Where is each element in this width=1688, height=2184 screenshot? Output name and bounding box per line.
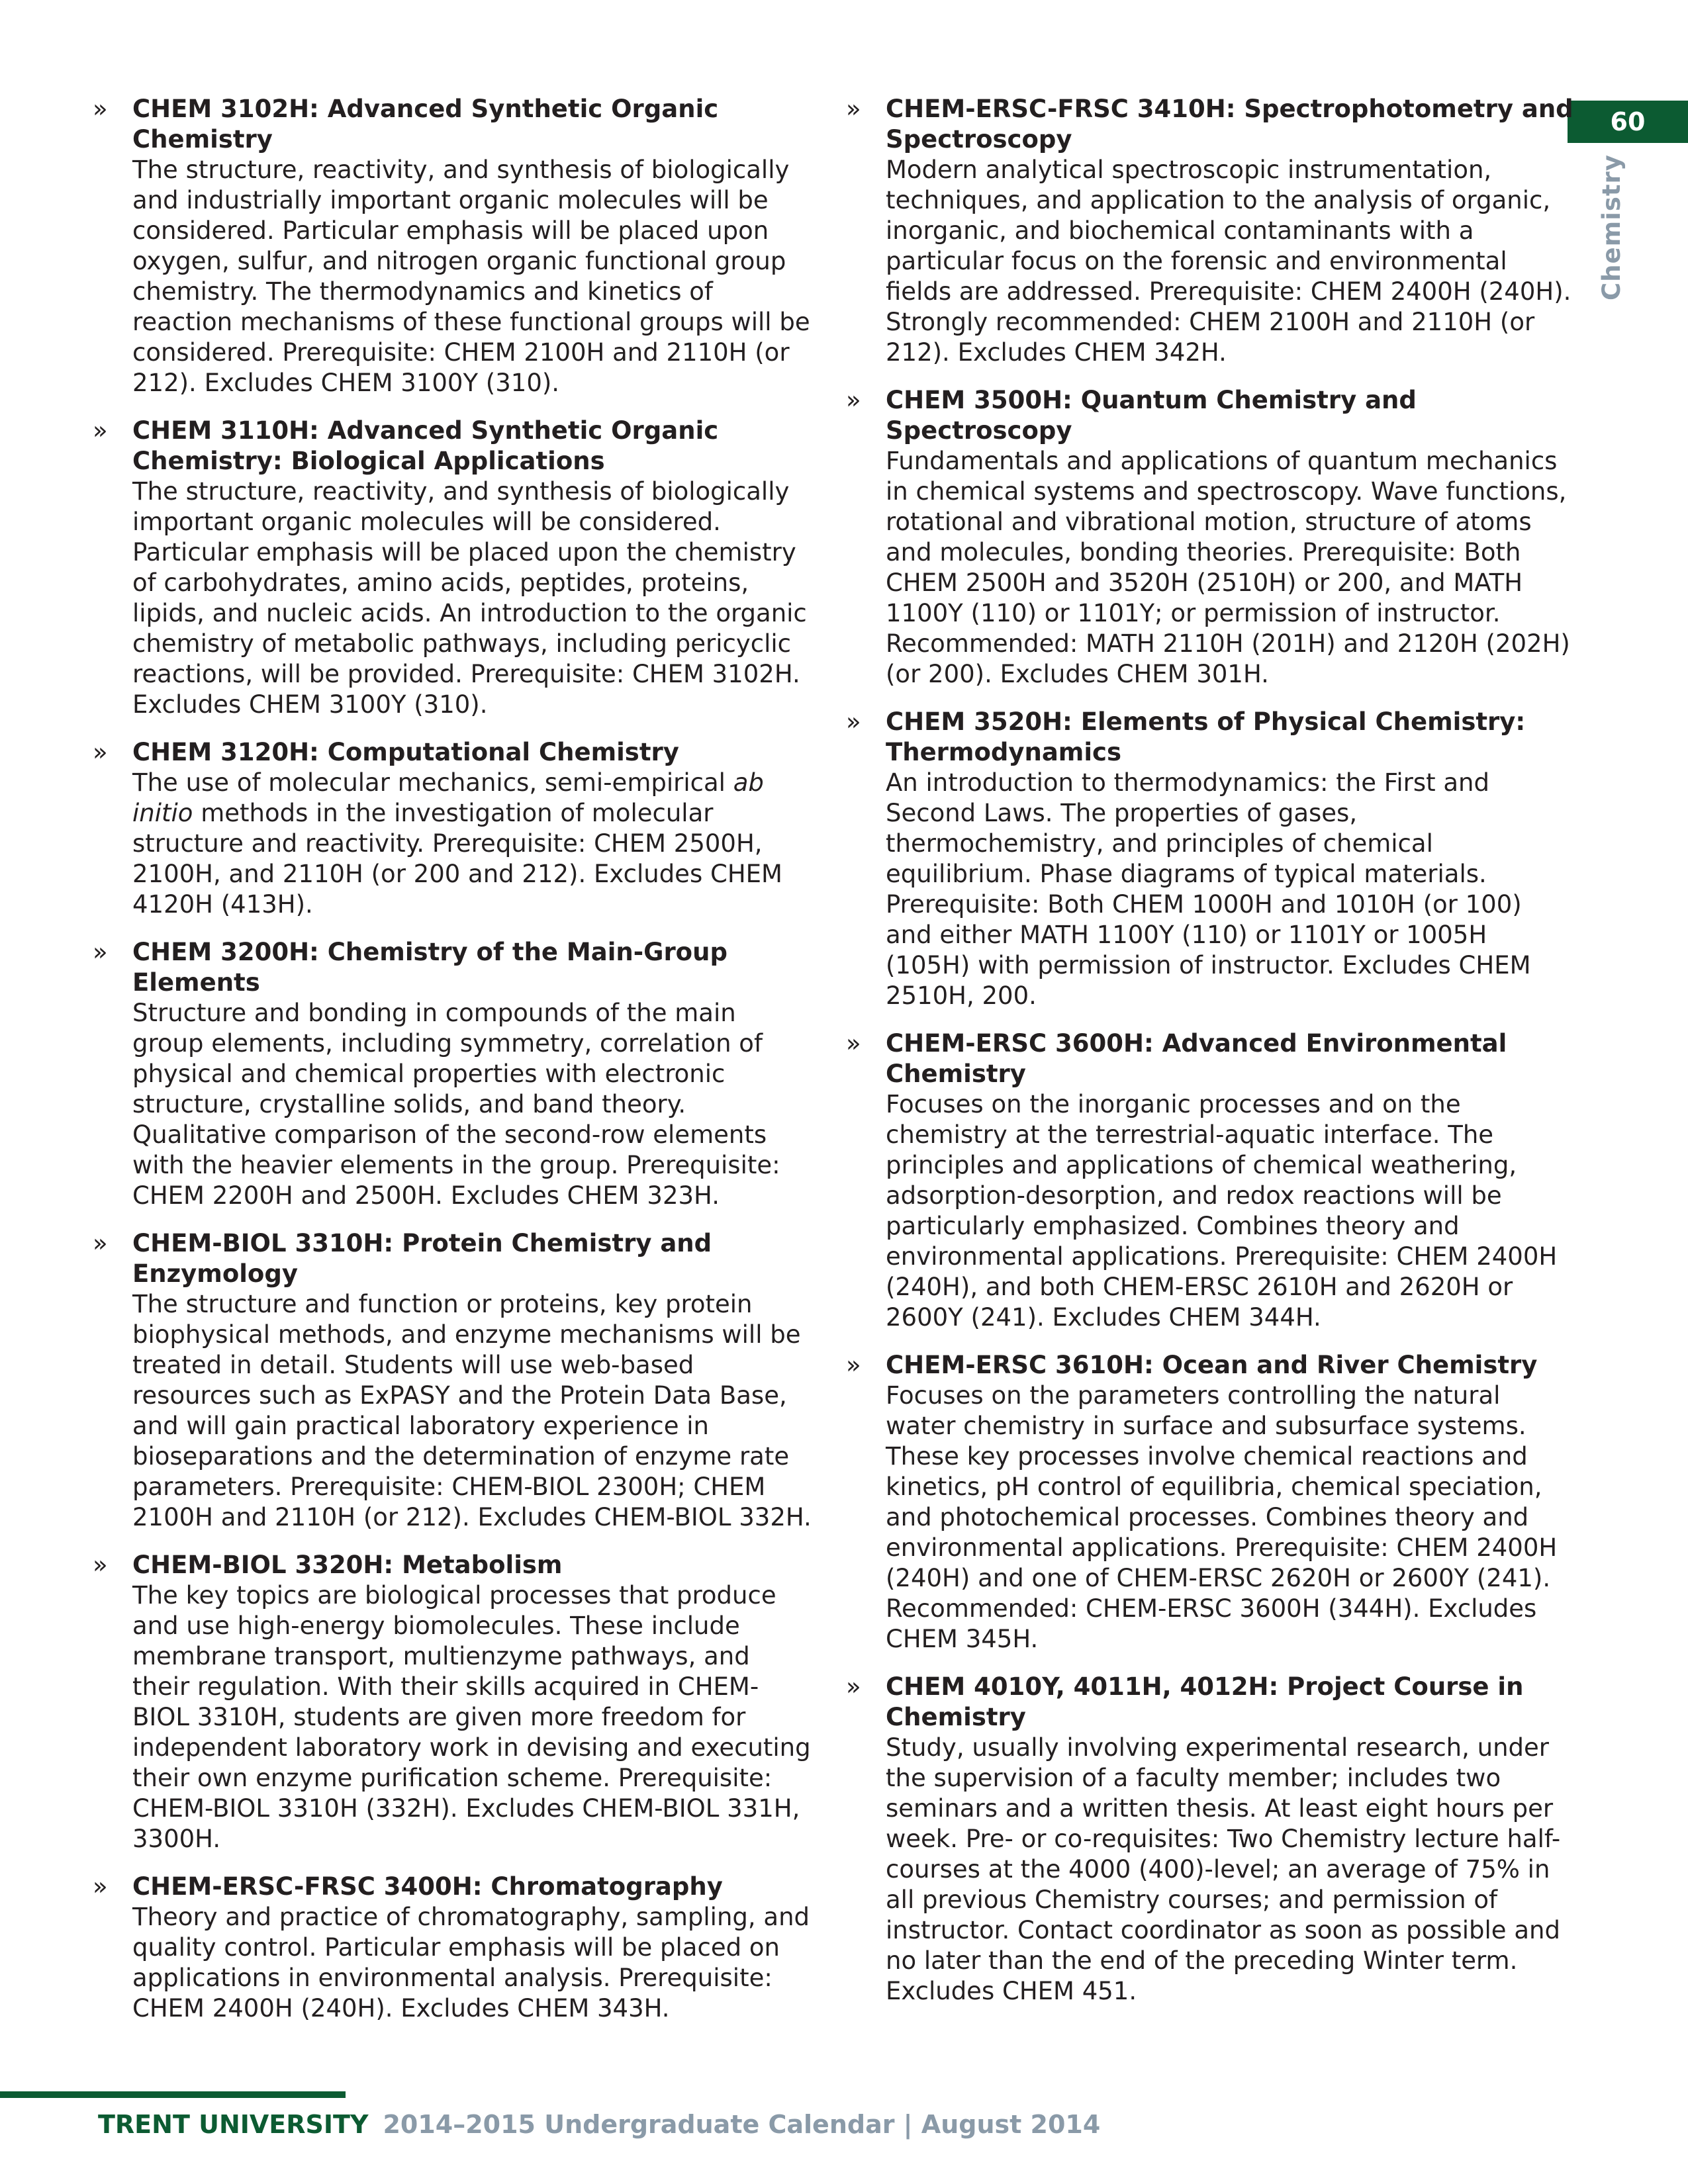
course-title: CHEM 3120H: Computational Chemistry: [132, 738, 679, 766]
course-description: An introduction to thermodynamics: the First and Second Laws. The properties of gases, thermochemistry, and principles of chemical equilibrium. Phase diagrams of typical materials. Prerequisite: Both CHEM 1000H and 1010H (or 100) and either MATH 1100Y (110) or 1101Y or 1005H (105H) with permission of instructor. Excludes CHEM 2510H, 200.: [886, 768, 1531, 1010]
right-column: [846, 94, 1574, 2024]
section-name: Chemistry: [1597, 154, 1626, 300]
course-description: The structure, reactivity, and synthesis of biologically and industrially important organic molecules will be considered. Particular emphasis will be placed upon oxygen, sulfur, and nitrogen organic functional group chemistry. The thermodynamics and kinetics of reaction mechanisms of these functional groups will be considered. Prerequisite: CHEM 2100H and 2110H (or 212). Excludes CHEM 3100Y (310).: [132, 156, 810, 397]
left-column: [93, 94, 814, 2041]
course-title: CHEM-BIOL 3310H: Protein Chemistry and Enzymology: [132, 1229, 712, 1288]
course-description: The key topics are biological processes that produce and use high-energy biomolecules. These include membrane transport, multienzyme pathways, and their regulation. With their skills acquired in CHEM-BIOL 3310H, students are given more freedom for independent laboratory work in devising and executing their own enzyme purification scheme. Prerequisite: CHEM-BIOL 3310H (332H). Excludes CHEM-BIOL 331H, 3300H.: [132, 1581, 811, 1853]
course-entry: [846, 1672, 1574, 2007]
footer-university: TRENT UNIVERSITY: [98, 2110, 369, 2139]
course-title: CHEM 3102H: Advanced Synthetic Organic Chemistry: [132, 95, 719, 154]
course-entry: [93, 737, 814, 920]
bullet-marker: »: [93, 1872, 108, 1901]
course-title: CHEM 3200H: Chemistry of the Main-Group Elements: [132, 938, 727, 997]
bullet-marker: »: [846, 1351, 861, 1379]
course-entry: [846, 94, 1574, 368]
course-title: CHEM-ERSC 3610H: Ocean and River Chemistry: [886, 1351, 1538, 1379]
course-entry: [93, 937, 814, 1211]
course-description: Fundamentals and applications of quantum mechanics in chemical systems and spectroscopy. Wave functions, rotational and vibrational motion, structure of atoms and molecules, bonding theories. Prerequisite: Both CHEM 2500H and 3520H (2510H) or 200, and MATH 1100Y (110) or 1101Y; or permission of instructor. Recommended: MATH 2110H (201H) and 2120H (202H) (or 200). Excludes CHEM 301H.: [886, 447, 1570, 688]
bullet-marker: »: [846, 1029, 861, 1058]
course-description: The structure, reactivity, and synthesis of biologically important organic molecules will be considered. Particular emphasis will be placed upon the chemistry of carbohydrates, amino acids, peptides, proteins, lipids, and nucleic acids. An introduction to the organic chemistry of metabolic pathways, including pericyclic reactions, will be provided. Prerequisite: CHEM 3102H. Excludes CHEM 3100Y (310).: [132, 477, 807, 719]
bullet-marker: »: [846, 386, 861, 414]
bullet-marker: »: [93, 938, 108, 966]
bullet-marker: »: [846, 707, 861, 736]
course-entry: [846, 1350, 1574, 1655]
bullet-marker: »: [93, 738, 108, 766]
course-description: Structure and bonding in compounds of the main group elements, including symmetry, correlation of physical and chemical properties with electronic structure, crystalline solids, and band theory. Qualitative comparison of the second-row elements with the heavier elements in the group. Prerequisite: CHEM 2200H and 2500H. Excludes CHEM 323H.: [132, 999, 780, 1210]
description-text: The use of molecular mechanics, semi-empirical: [132, 768, 733, 797]
course-description: [132, 768, 814, 920]
course-entry: [846, 385, 1574, 690]
course-description: Modern analytical spectroscopic instrumentation, techniques, and application to the analysis of organic, inorganic, and biochemical contaminants with a particular focus on the forensic and environmental fields are addressed. Prerequisite: CHEM 2400H (240H). Strongly recommended: CHEM 2100H and 2110H (or 212). Excludes CHEM 342H.: [886, 156, 1571, 367]
page-number: 60: [1610, 107, 1646, 136]
course-title: CHEM 3500H: Quantum Chemistry and Spectroscopy: [886, 386, 1417, 445]
bullet-marker: »: [93, 95, 108, 123]
footer-calendar: 2014–2015 Undergraduate Calendar | August 2014: [383, 2110, 1101, 2139]
course-title: CHEM-BIOL 3320H: Metabolism: [132, 1551, 563, 1579]
course-entry: [93, 1228, 814, 1533]
course-title: CHEM-ERSC-FRSC 3410H: Spectrophotometry and Spectroscopy: [886, 95, 1573, 154]
course-description: Focuses on the inorganic processes and on the chemistry at the terrestrial-aquatic interface. The principles and applications of chemical weathering, adsorption-desorption, and redox reactions will be particularly emphasized. Combines theory and environmental applications. Prerequisite: CHEM 2400H (240H), and both CHEM-ERSC 2610H and 2620H or 2600Y (241). Excludes CHEM 344H.: [886, 1090, 1558, 1332]
page-footer: [98, 2110, 1100, 2139]
course-title: CHEM 3110H: Advanced Synthetic Organic Chemistry: Biological Applications: [132, 416, 719, 475]
course-title: CHEM 3520H: Elements of Physical Chemistry: Thermodynamics: [886, 707, 1526, 766]
course-title: CHEM-ERSC-FRSC 3400H: Chromatography: [132, 1872, 723, 1901]
course-entry: [846, 1028, 1574, 1333]
bullet-marker: »: [93, 416, 108, 445]
course-title: CHEM 4010Y, 4011H, 4012H: Project Course in Chemistry: [886, 1672, 1524, 1731]
description-italic-term: ab initio: [132, 768, 764, 827]
course-description: Theory and practice of chromatography, sampling, and quality control. Particular emphasis will be placed on applications in environmental analysis. Prerequisite: CHEM 2400H (240H). Excludes CHEM 343H.: [132, 1903, 810, 2023]
section-side-label: [1597, 154, 1637, 300]
course-entry: [93, 94, 814, 398]
course-entry: [93, 1550, 814, 1854]
bullet-marker: »: [846, 95, 861, 123]
course-entry: [93, 416, 814, 720]
course-description: Focuses on the parameters controlling the natural water chemistry in surface and subsurface systems. These key processes involve chemical reactions and kinetics, pH control of equilibria, chemical speciation, and photochemical processes. Combines theory and environmental applications. Prerequisite: CHEM 2400H (240H) and one of CHEM-ERSC 2620H or 2600Y (241). Recommended: CHEM-ERSC 3600H (344H). Excludes CHEM 345H.: [886, 1381, 1558, 1653]
footer-rule: [0, 2091, 346, 2098]
bullet-marker: »: [93, 1551, 108, 1579]
bullet-marker: »: [846, 1672, 861, 1701]
description-text: methods in the investigation of molecular structure and reactivity. Prerequisite: CHEM 2500H, 2100H, and 2110H (or 200 and 212). Excludes CHEM 4120H (413H).: [132, 799, 782, 919]
course-entry: [846, 707, 1574, 1011]
course-description: The structure and function or proteins, key protein biophysical methods, and enzyme mechanisms will be treated in detail. Students will use web-based resources such as ExPASY and the Protein Data Base, and will gain practical laboratory experience in bioseparations and the determination of enzyme rate parameters. Prerequisite: CHEM-BIOL 2300H; CHEM 2100H and 2110H (or 212). Excludes CHEM-BIOL 332H.: [132, 1290, 812, 1531]
course-title: CHEM-ERSC 3600H: Advanced Environmental Chemistry: [886, 1029, 1507, 1088]
course-entry: [93, 1872, 814, 2024]
bullet-marker: »: [93, 1229, 108, 1257]
course-description: Study, usually involving experimental research, under the supervision of a faculty member; includes two seminars and a written thesis. At least eight hours per week. Pre- or co-requisites: Two Chemistry lecture half-courses at the 4000 (400)-level; an average of 75% in all previous Chemistry courses; and permission of instructor. Contact coordinator as soon as possible and no later than the end of the preceding Winter term. Excludes CHEM 451.: [886, 1733, 1561, 2005]
page-number-tab: [1568, 101, 1688, 143]
